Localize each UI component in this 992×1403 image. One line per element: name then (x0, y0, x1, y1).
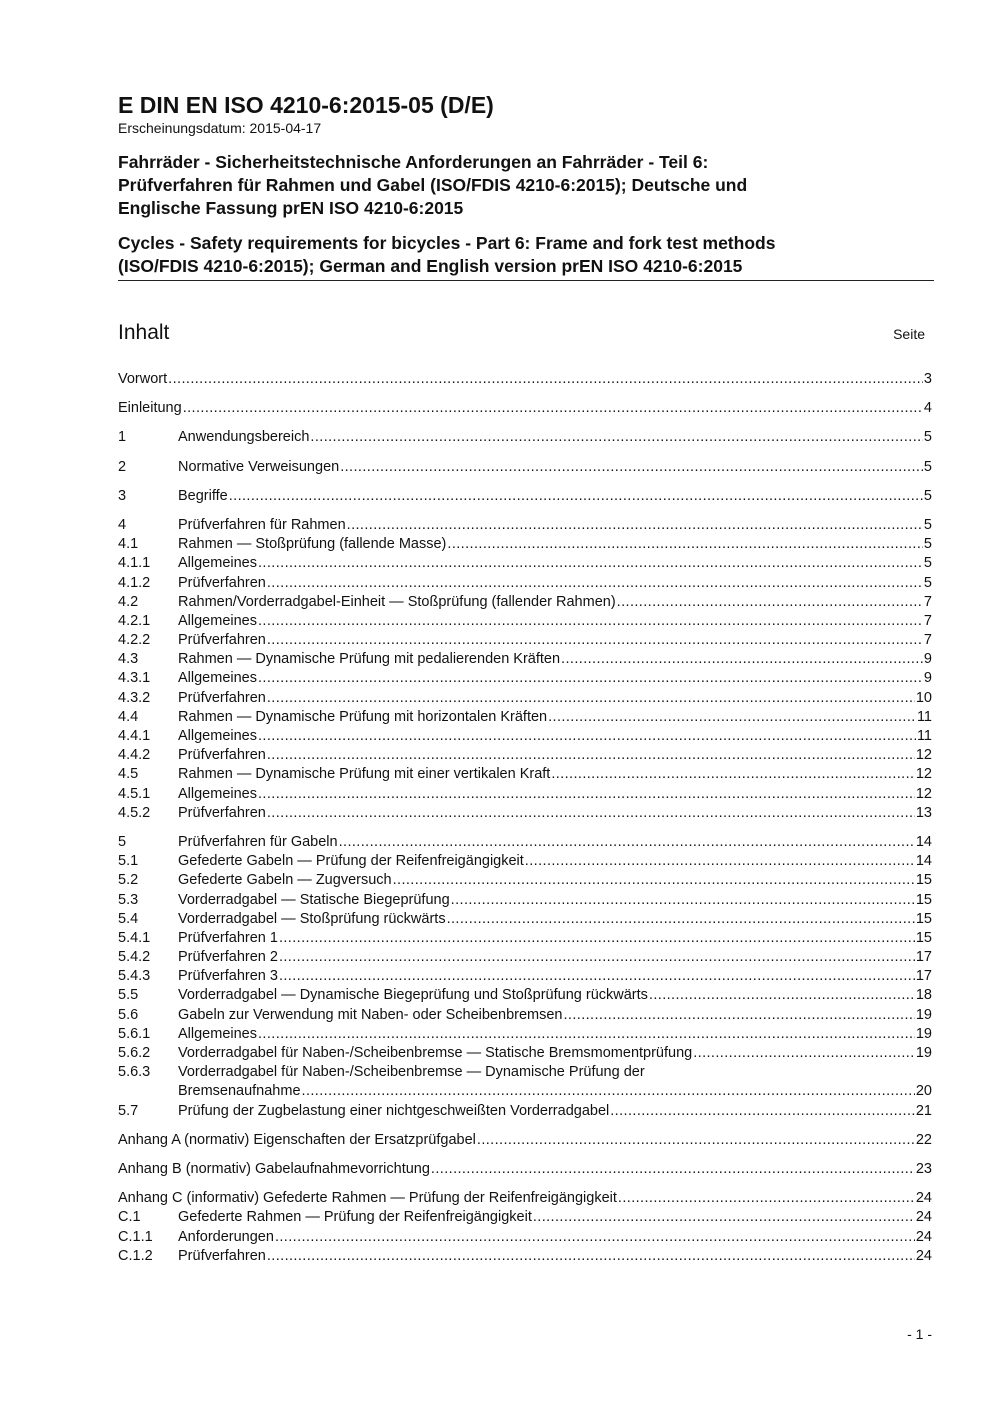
toc-entry-page: 13 (915, 804, 932, 821)
toc-entry[interactable] (118, 1006, 932, 1025)
toc-entry-page: 12 (915, 766, 932, 783)
toc-entry[interactable] (118, 804, 932, 823)
toc-entry-page: 20 (915, 1083, 932, 1100)
toc-entry-number: 4.2.1 (118, 612, 151, 629)
toc-header (118, 321, 932, 345)
toc-entry-page: 22 (915, 1131, 932, 1148)
toc-entry[interactable] (118, 948, 932, 967)
toc-entry-label: Prüfverfahren (178, 689, 266, 706)
toc-entry-number: 5.4.1 (118, 929, 151, 946)
toc-entry[interactable] (118, 910, 932, 929)
toc-leader-dots (339, 833, 915, 852)
toc-entry-label: Anwendungsbereich (178, 429, 310, 446)
toc-entry[interactable] (118, 487, 932, 506)
toc-leader-dots (447, 535, 923, 554)
toc-entry-page: 24 (915, 1228, 932, 1245)
toc-leader-dots (618, 1189, 915, 1208)
toc-entry-label: Vorderradgabel für Naben-/Scheibenbremse — Statische Bremsmomentprüfung (178, 1045, 693, 1061)
toc-entry-number: 5.4.3 (118, 968, 151, 985)
toc-entry-number: 5.6.2 (118, 1045, 151, 1061)
toc-entry-label: Gefederte Rahmen — Prüfung der Reifenfreigängigkeit (178, 1209, 532, 1226)
toc-entry-label: Vorderradgabel für Naben-/Scheibenbremse — Dynamische Prüfung der (178, 1064, 645, 1081)
toc-entry-page: 17 (915, 968, 932, 985)
toc-entry-number: C.1.1 (118, 1228, 153, 1245)
toc-entry-page: 5 (923, 536, 932, 553)
toc-entry-page: 15 (915, 872, 932, 889)
toc-entry-page: 15 (915, 929, 932, 946)
toc-entry[interactable] (118, 574, 932, 593)
toc-leader-dots (477, 1131, 915, 1150)
toc-entry[interactable] (118, 428, 932, 447)
toc-leader-dots (447, 910, 915, 929)
toc-entry-page: 14 (915, 853, 932, 870)
toc-entry-number: 4.4 (118, 708, 139, 725)
toc-entry-page: 14 (915, 833, 932, 850)
toc-leader-dots (168, 370, 923, 389)
toc-entry-label: Normative Verweisungen (178, 458, 340, 475)
toc-entry-label: Anhang A (normativ) Eigenschaften der Ersatzprüfgabel (118, 1131, 476, 1148)
toc-entry-page: 3 (923, 371, 932, 387)
toc-leader-dots (693, 1044, 915, 1063)
toc-entry-page: 5 (923, 574, 932, 591)
toc-entry[interactable] (118, 1102, 932, 1121)
toc-leader-dots (258, 1025, 915, 1044)
toc-entry-label: Allgemeines (178, 670, 257, 687)
toc-entry-number: C.1 (118, 1209, 141, 1226)
toc-entry-page: 4 (923, 400, 932, 417)
toc-leader-dots (279, 929, 915, 948)
toc-entry-number: 4.2.2 (118, 632, 151, 649)
toc-entry-page: 7 (923, 612, 932, 629)
toc-entry[interactable] (118, 929, 932, 948)
toc-entry-label: Vorwort (118, 371, 168, 387)
toc-entry-page: 23 (915, 1160, 932, 1177)
toc-entry[interactable] (118, 746, 932, 765)
toc-entry[interactable] (118, 852, 932, 871)
toc-entry-number: 5.4 (118, 910, 139, 927)
toc-entry-number: 4.5.2 (118, 804, 151, 821)
toc-entry-label: Prüfverfahren 3 (178, 968, 278, 985)
header-divider (118, 280, 934, 281)
toc-entry-page: 10 (915, 689, 932, 706)
toc-entry-label: Allgemeines (178, 555, 257, 572)
toc-entry-label: Allgemeines (178, 728, 257, 744)
toc-entry-page: 7 (923, 593, 932, 610)
toc-entry-label: Prüfung der Zugbelastung einer nichtgeschweißten Vorderradgabel (178, 1102, 610, 1119)
toc-leader-dots (393, 871, 915, 890)
toc-entry-page: 11 (916, 728, 932, 744)
title-english-line: (ISO/FDIS 4210-6:2015); German and English version prEN ISO 4210-6:2015 (118, 256, 743, 276)
title-english (118, 232, 932, 278)
toc-entry-number: 5.6 (118, 1006, 139, 1023)
toc-entry-label: Gabeln zur Verwendung mit Naben- oder Scheibenbremsen (178, 1006, 563, 1023)
toc-entry[interactable] (118, 631, 932, 650)
toc-entry-page: 17 (915, 949, 932, 966)
toc-entry[interactable] (118, 1131, 932, 1150)
toc-leader-dots (279, 967, 915, 986)
toc-leader-dots (548, 708, 916, 727)
toc-entry-number: 4.4.2 (118, 747, 151, 764)
toc-leader-dots (617, 593, 923, 612)
toc-leader-dots (551, 765, 915, 784)
toc-entry-page: 11 (916, 708, 932, 725)
toc-leader-dots (258, 785, 915, 804)
toc-entry-label: Prüfverfahren 2 (178, 949, 278, 966)
toc-entry-number: 4.5.1 (118, 785, 151, 802)
document-page (118, 92, 932, 1266)
toc-entry-page: 19 (915, 1006, 932, 1023)
toc-entry-label: Allgemeines (178, 1025, 257, 1042)
toc-entry-label: Einleitung (118, 400, 182, 417)
toc-entry-page: 5 (923, 487, 932, 504)
toc-entry-page: 7 (923, 632, 932, 649)
toc-entry[interactable] (118, 967, 932, 986)
toc-entry-label: Rahmen — Dynamische Prüfung mit horizontalen Kräften (178, 708, 548, 725)
toc-leader-dots (279, 948, 915, 967)
toc-entry-page: 18 (915, 987, 932, 1004)
toc-entry[interactable] (118, 1247, 932, 1266)
toc-entry[interactable] (118, 1044, 932, 1063)
toc-entry-label: Gefederte Gabeln — Zugversuch (178, 872, 392, 889)
toc-page-column-label: Seite (893, 326, 925, 342)
toc-entry[interactable] (118, 593, 932, 612)
toc-leader-dots (310, 428, 923, 447)
toc-entry-page: 5 (923, 516, 932, 533)
toc-entry[interactable] (118, 727, 932, 746)
title-german (118, 151, 932, 220)
toc-entry-page: 9 (923, 651, 932, 668)
toc-entry-number: C.1.2 (118, 1247, 153, 1264)
toc-leader-dots (267, 1247, 915, 1266)
toc-leader-dots (258, 727, 916, 746)
toc-entry-number: 4 (118, 516, 127, 533)
toc-entry-number: 5.1 (118, 853, 139, 870)
table-of-contents (118, 370, 932, 1266)
toc-leader-dots (610, 1102, 915, 1121)
toc-entry-label-continued: Bremsenaufnahme (178, 1083, 301, 1100)
toc-entry-label: Prüfverfahren 1 (178, 929, 278, 946)
toc-entry-label: Rahmen — Dynamische Prüfung mit einer vertikalen Kraft (178, 766, 551, 783)
toc-entry[interactable] (118, 650, 932, 669)
toc-leader-dots (340, 458, 923, 477)
toc-leader-dots (267, 746, 915, 765)
title-english-line: Cycles - Safety requirements for bicycles - Part 6: Frame and fork test methods (118, 233, 776, 253)
toc-entry-number: 4.3.1 (118, 670, 151, 687)
toc-entry-number: 4.1 (118, 536, 139, 553)
toc-entry-number: 4.1.2 (118, 574, 151, 591)
toc-leader-dots (267, 689, 915, 708)
toc-entry-label: Rahmen/Vorderradgabel-Einheit — Stoßprüfung (fallender Rahmen) (178, 593, 616, 610)
toc-leader-dots (563, 1006, 914, 1025)
toc-entry-label: Prüfverfahren (178, 1247, 266, 1264)
toc-entry-number: 2 (118, 458, 127, 475)
toc-entry[interactable] (118, 1063, 932, 1101)
toc-leader-dots (267, 631, 923, 650)
toc-entry[interactable] (118, 986, 932, 1005)
toc-entry-label: Vorderradgabel — Stoßprüfung rückwärts (178, 910, 446, 927)
toc-leader-dots (258, 612, 923, 631)
toc-entry-page: 15 (915, 910, 932, 927)
toc-entry-label: Anhang C (informativ) Gefederte Rahmen — Prüfung der Reifenfreigängigkeit (118, 1190, 617, 1207)
toc-entry-page: 5 (923, 429, 932, 446)
toc-entry-label: Prüfverfahren (178, 574, 266, 591)
toc-entry-number: 1 (118, 429, 127, 446)
toc-leader-dots (533, 1208, 915, 1227)
document-id: E DIN EN ISO 4210-6:2015-05 (D/E) (118, 92, 494, 118)
toc-leader-dots (258, 554, 923, 573)
toc-entry-page: 19 (915, 1025, 932, 1042)
toc-entry-page: 5 (923, 555, 932, 572)
toc-entry-page: 21 (915, 1102, 932, 1119)
toc-entry-page: 15 (915, 891, 932, 908)
title-german-line: Englische Fassung prEN ISO 4210-6:2015 (118, 198, 464, 218)
toc-leader-dots (258, 669, 923, 688)
toc-entry[interactable] (118, 554, 932, 573)
toc-entry-label: Anhang B (normativ) Gabelaufnahmevorrichtung (118, 1160, 430, 1177)
toc-entry-number: 5.4.2 (118, 949, 151, 966)
toc-entry-number: 4.3 (118, 651, 139, 668)
toc-entry-page: 19 (915, 1045, 932, 1061)
toc-entry-number: 4.5 (118, 766, 139, 783)
toc-entry-page: 5 (923, 458, 932, 475)
toc-entry[interactable] (118, 833, 932, 852)
toc-leader-dots (451, 891, 915, 910)
toc-entry-number: 5 (118, 833, 127, 850)
toc-entry-number: 5.3 (118, 891, 139, 908)
toc-entry-number: 5.6.1 (118, 1025, 151, 1042)
toc-entry[interactable] (118, 535, 932, 554)
toc-leader-dots (302, 1082, 915, 1101)
toc-entry[interactable] (118, 765, 932, 784)
toc-leader-dots (347, 516, 923, 535)
toc-entry-label: Vorderradgabel — Statische Biegeprüfung (178, 891, 450, 908)
toc-entry-label: Begriffe (178, 487, 228, 504)
toc-entry-label: Prüfverfahren (178, 632, 266, 649)
toc-entry[interactable] (118, 669, 932, 688)
toc-entry-number: 3 (118, 487, 127, 504)
toc-entry[interactable] (118, 399, 932, 418)
toc-entry-page: 12 (915, 747, 932, 764)
toc-entry-page: 9 (923, 670, 932, 687)
toc-entry[interactable] (118, 1025, 932, 1044)
toc-entry[interactable] (118, 370, 932, 389)
toc-entry-number: 4.4.1 (118, 728, 151, 744)
toc-leader-dots (431, 1160, 915, 1179)
toc-leader-dots (649, 986, 915, 1005)
toc-entry[interactable] (118, 785, 932, 804)
toc-entry[interactable] (118, 891, 932, 910)
toc-entry[interactable] (118, 708, 932, 727)
toc-entry[interactable] (118, 516, 932, 535)
toc-entry[interactable] (118, 689, 932, 708)
toc-entry-label: Rahmen — Stoßprüfung (fallende Masse) (178, 536, 447, 553)
toc-leader-dots (525, 852, 915, 871)
page-number: - 1 - (907, 1326, 932, 1342)
toc-entry[interactable] (118, 1160, 932, 1179)
toc-entry[interactable] (118, 1208, 932, 1227)
toc-entry-label: Allgemeines (178, 612, 257, 629)
toc-entry-page: 12 (915, 785, 932, 802)
toc-entry-label: Allgemeines (178, 785, 257, 802)
toc-entry-page: 24 (915, 1209, 932, 1226)
toc-leader-dots (267, 574, 923, 593)
toc-entry-label: Vorderradgabel — Dynamische Biegeprüfung und Stoßprüfung rückwärts (178, 987, 648, 1004)
title-german-line: Fahrräder - Sicherheitstechnische Anforderungen an Fahrräder - Teil 6: (118, 152, 709, 172)
toc-entry[interactable] (118, 1189, 932, 1208)
toc-entry-number: 4.3.2 (118, 689, 151, 706)
toc-entry-number: 5.7 (118, 1102, 139, 1119)
title-german-line: Prüfverfahren für Rahmen und Gabel (ISO/FDIS 4210-6:2015); Deutsche und (118, 175, 748, 195)
toc-entry-label: Prüfverfahren (178, 804, 266, 821)
toc-entry-page: 24 (915, 1247, 932, 1264)
toc-entry-label: Prüfverfahren für Gabeln (178, 833, 338, 850)
toc-leader-dots (275, 1228, 915, 1247)
toc-entry-number: 4.1.1 (118, 555, 151, 572)
toc-leader-dots (229, 487, 923, 506)
toc-entry-number: 5.6.3 (118, 1064, 151, 1081)
toc-entry[interactable] (118, 1228, 932, 1247)
publication-date: Erscheinungsdatum: 2015-04-17 (118, 120, 322, 136)
toc-entry[interactable] (118, 458, 932, 477)
toc-entry-label: Prüfverfahren (178, 747, 266, 764)
toc-entry-label: Prüfverfahren für Rahmen (178, 516, 346, 533)
toc-entry-number: 5.5 (118, 987, 139, 1004)
toc-entry[interactable] (118, 612, 932, 631)
toc-entry[interactable] (118, 871, 932, 890)
toc-title: Inhalt (118, 321, 170, 344)
toc-entry-label: Rahmen — Dynamische Prüfung mit pedalierenden Kräften (178, 651, 561, 668)
toc-entry-number: 5.2 (118, 872, 139, 889)
toc-leader-dots (183, 399, 923, 418)
toc-leader-dots (561, 650, 923, 669)
toc-entry-label: Anforderungen (178, 1228, 274, 1245)
toc-entry-label: Gefederte Gabeln — Prüfung der Reifenfreigängigkeit (178, 853, 524, 870)
toc-entry-page: 24 (915, 1190, 932, 1207)
toc-leader-dots (267, 804, 915, 823)
toc-entry-number: 4.2 (118, 593, 139, 610)
